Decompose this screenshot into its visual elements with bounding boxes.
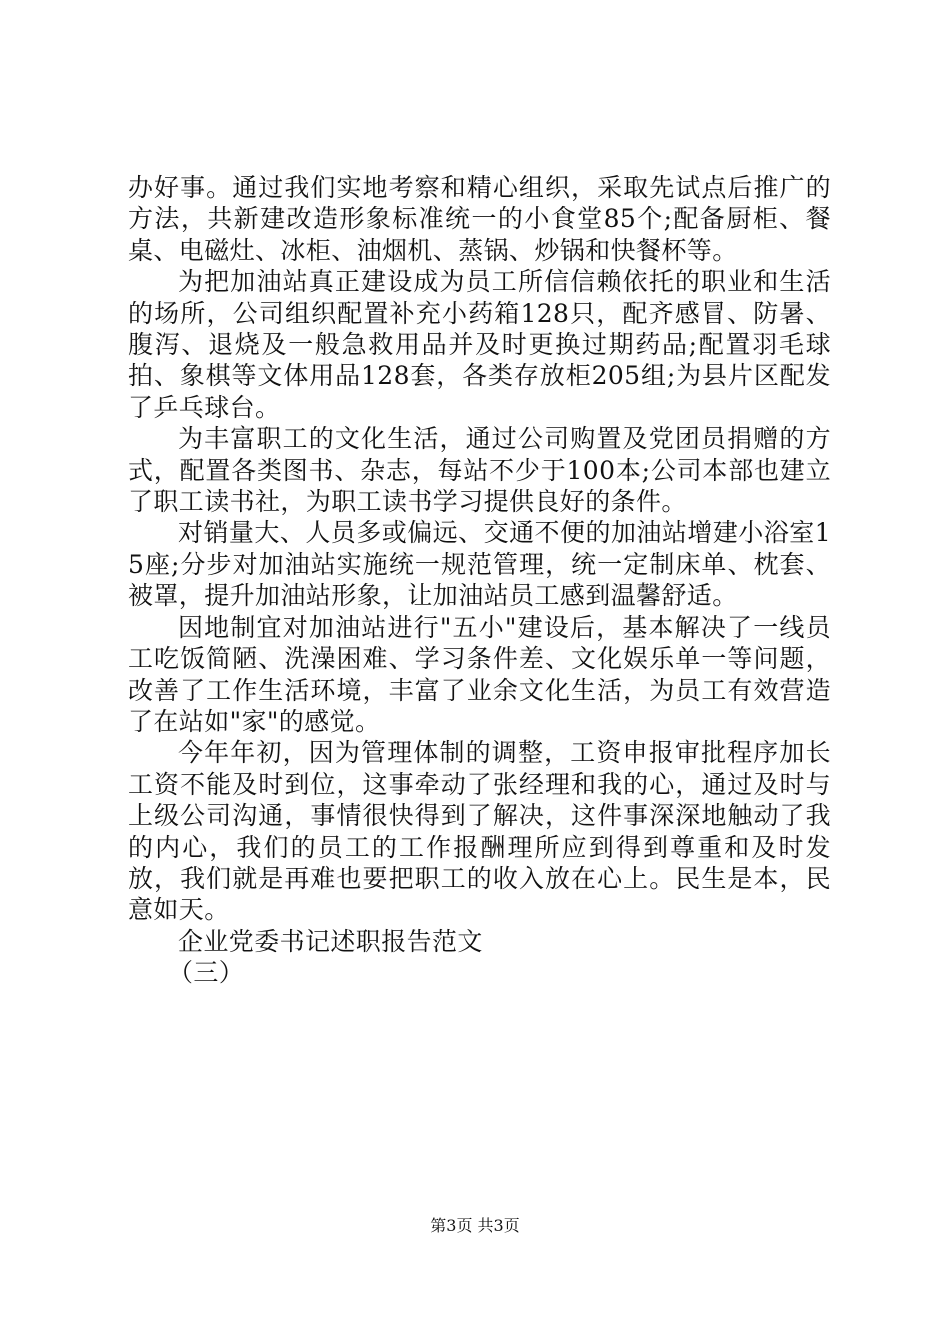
paragraph-4: 对销量大、人员多或偏远、交通不便的加油站增建小浴室15座;分步对加油站实施统一规范管理，统一定制床单、枕套、被罩，提升加油站形象，让加油站员工感到温馨舒适。 xyxy=(128,518,831,611)
paragraph-1: 办好事。通过我们实地考察和精心组织，采取先试点后推广的方法，共新建改造形象标准统一的小食堂85个;配备厨柜、餐桌、电磁灶、冰柜、油烟机、蒸锅、炒锅和快餐杯等。 xyxy=(128,173,831,265)
section-number: （三） xyxy=(168,958,245,988)
document-body xyxy=(128,172,831,989)
paragraph-6: 今年年初，因为管理体制的调整，工资申报审批程序加长工资不能及时到位，这事牵动了张经理和我的心，通过及时与上级公司沟通，事情很快得到了解决，这件事深深地触动了我的内心，我们的员工的工作报酬理所应到得到尊重和及时发放，我们就是再难也要把职工的收入放在心上。民生是本，民意如天。 xyxy=(128,738,831,925)
page-footer: 第3页 共3页 xyxy=(430,1216,520,1235)
section-subtitle: 企业党委书记述职报告范文 xyxy=(178,926,483,956)
paragraph-2: 为把加油站真正建设成为员工所信信赖依托的职业和生活的场所，公司组织配置补充小药箱128只，配齐感冒、防暑、腹泻、退烧及一般急救用品并及时更换过期药品;配置羽毛球拍、象棋等文体用品128套，各类存放柜205组;为县片区配发了乒乓球台。 xyxy=(128,267,832,422)
paragraph-3: 为丰富职工的文化生活，通过公司购置及党团员捐赠的方式，配置各类图书、杂志，每站不少于100本;公司本部也建立了职工读书社，为职工读书学习提供良好的条件。 xyxy=(128,424,831,517)
paragraph-5: 因地制宜对加油站进行"五小"建设后，基本解决了一线员工吃饭简陋、洗澡困难、学习条件差、文化娱乐单一等问题，改善了工作生活环境，丰富了业余文化生活，为员工有效营造了在站如"家"的感觉。 xyxy=(128,612,831,736)
